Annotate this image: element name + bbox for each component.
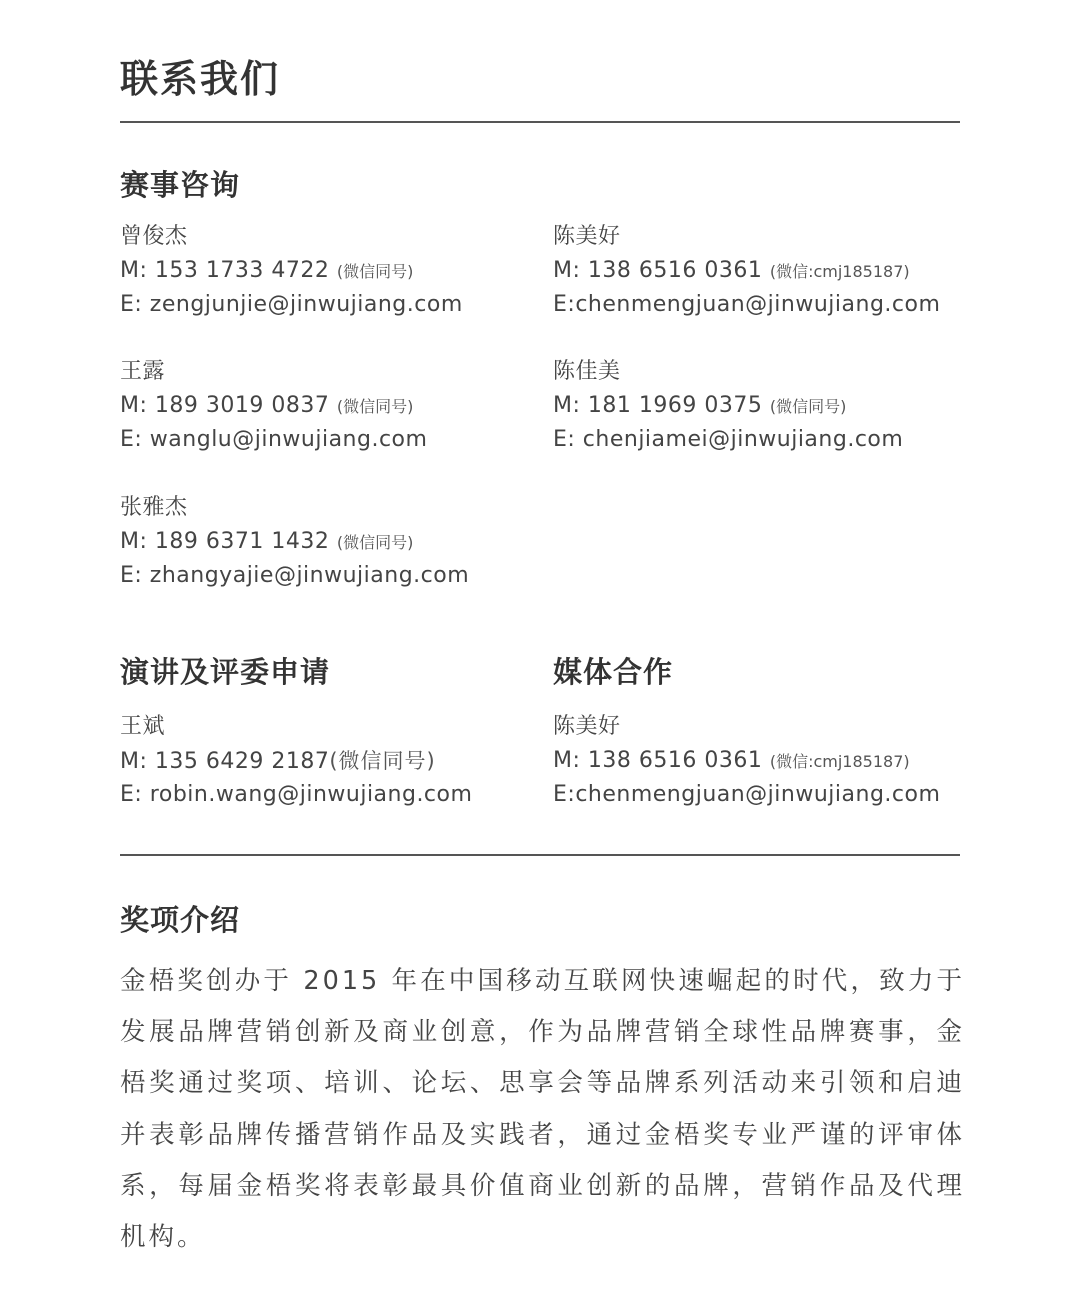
- contact-mobile[interactable]: M: 189 3019 0837 (微信同号): [120, 393, 414, 418]
- section-heading-media: 媒体合作: [553, 655, 674, 689]
- contact-card-wang-lu: [120, 355, 427, 457]
- contact-card-chen-meihao: [553, 220, 940, 322]
- contact-name: 王斌: [120, 714, 166, 739]
- divider-bottom: [120, 854, 960, 856]
- contact-email[interactable]: E: chenjiamei@jinwujiang.com: [553, 427, 904, 452]
- contact-mobile[interactable]: M: 135 6429 2187(微信同号): [120, 749, 436, 774]
- contact-email[interactable]: E: zhangyajie@jinwujiang.com: [120, 563, 470, 588]
- contact-name: 陈美好: [553, 224, 621, 249]
- wechat-note: (微信:cmj185187): [769, 262, 910, 281]
- contact-email[interactable]: E: robin.wang@jinwujiang.com: [120, 782, 473, 807]
- contact-email[interactable]: E: zengjunjie@jinwujiang.com: [120, 292, 463, 317]
- contact-email[interactable]: E: wanglu@jinwujiang.com: [120, 427, 428, 452]
- contact-name: 王露: [120, 359, 166, 384]
- page-title: 联系我们: [120, 57, 281, 101]
- section-heading-award-intro: 奖项介绍: [120, 903, 241, 937]
- contact-card-zeng: [120, 220, 463, 322]
- contact-email[interactable]: E:chenmengjuan@jinwujiang.com: [553, 782, 941, 807]
- contact-email[interactable]: E:chenmengjuan@jinwujiang.com: [553, 292, 941, 317]
- award-intro-paragraph: 金梧奖创办于 2015 年在中国移动互联网快速崛起的时代，致力于发展品牌营销创新及商业创意，作为品牌营销全球性品牌赛事，金梧奖通过奖项、培训、论坛、思享会等品牌系列活动来引领和启迪并表彰品牌传播营销作品及实践者，通过金梧奖专业严谨的评审体系，每届金梧奖将表彰最具价值商业创新的品牌，营销作品及代理机构。: [120, 966, 965, 1253]
- contact-name: 陈佳美: [553, 359, 621, 384]
- contact-mobile[interactable]: M: 138 6516 0361 (微信:cmj185187): [553, 258, 910, 283]
- divider-top: [120, 121, 960, 123]
- contact-card-zhang-yajie: [120, 491, 469, 593]
- contact-mobile[interactable]: M: 189 6371 1432 (微信同号): [120, 529, 414, 554]
- wechat-note: (微信同号): [336, 533, 414, 552]
- contact-mobile[interactable]: M: 181 1969 0375 (微信同号): [553, 393, 847, 418]
- section-heading-speaker-judge: 演讲及评委申请: [120, 655, 331, 689]
- contact-name: 陈美好: [553, 714, 621, 739]
- wechat-note: (微信同号): [336, 397, 414, 416]
- contact-card-media: [553, 710, 940, 812]
- contact-card-chen-jiamei: [553, 355, 903, 457]
- section-heading-event-inquiry: 赛事咨询: [120, 168, 241, 202]
- contact-mobile[interactable]: M: 138 6516 0361 (微信:cmj185187): [553, 748, 910, 773]
- contact-name: 张雅杰: [120, 495, 188, 520]
- wechat-note: (微信同号): [329, 749, 436, 773]
- contact-card-wang-bin: [120, 710, 472, 812]
- wechat-note: (微信同号): [769, 397, 847, 416]
- wechat-note: (微信同号): [336, 262, 414, 281]
- contact-name: 曾俊杰: [120, 224, 188, 249]
- wechat-note: (微信:cmj185187): [769, 752, 910, 771]
- contact-mobile[interactable]: M: 153 1733 4722 (微信同号): [120, 258, 414, 283]
